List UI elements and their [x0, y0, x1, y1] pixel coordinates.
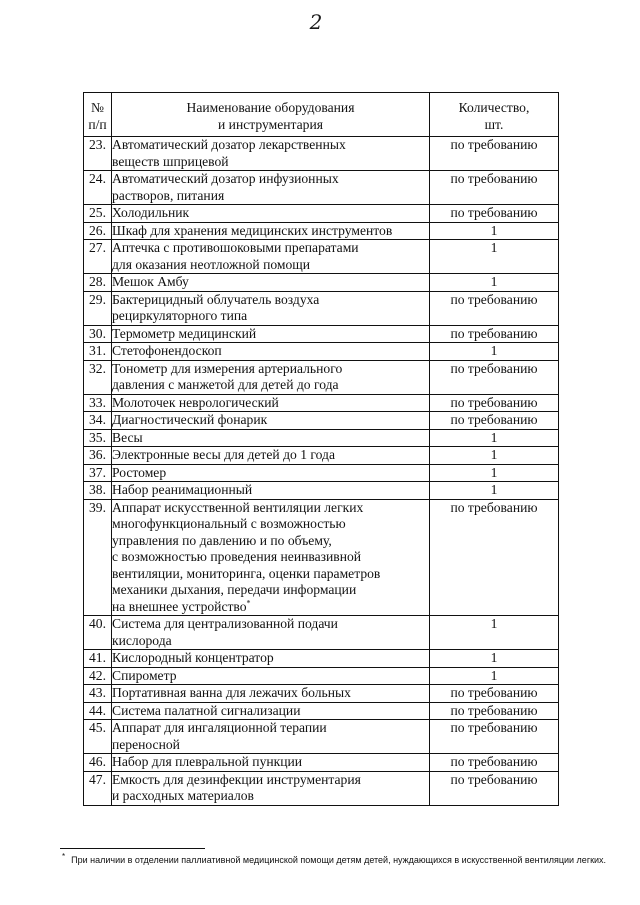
footnote [62, 853, 622, 868]
equipment-name-line: Стетофонендоскоп [112, 343, 222, 358]
table-row [84, 360, 559, 394]
equipment-name-line: Кислородный концентратор [112, 650, 274, 665]
equipment-name-line: Молоточек неврологический [112, 394, 279, 410]
table-row [84, 754, 559, 772]
quantity: по требованию [430, 754, 559, 772]
table-row [84, 137, 559, 171]
quantity: по требованию [430, 137, 559, 171]
header-quantity: Количество, шт. [430, 93, 559, 137]
row-number: 25. [84, 205, 112, 223]
row-number: 34. [84, 412, 112, 430]
row-number: 46. [84, 754, 112, 772]
quantity: по требованию [430, 720, 559, 754]
equipment-name [112, 650, 430, 668]
equipment-name [112, 274, 430, 292]
equipment-name [112, 137, 430, 171]
quantity: по требованию [430, 499, 559, 616]
row-number: 32. [84, 360, 112, 394]
equipment-name [112, 482, 430, 500]
equipment-name-line: для оказания неотложной помощи [112, 256, 311, 272]
equipment-name-line: Шкаф для хранения медицинских инструментов [112, 222, 393, 238]
equipment-name-line: растворов, питания [112, 187, 225, 203]
page-number: 2 [309, 10, 323, 34]
table-row [84, 240, 559, 274]
table-row [84, 343, 559, 361]
header-number: № п/п [84, 93, 112, 137]
equipment-name-line: Система палатной сигнализации [112, 702, 301, 718]
quantity: 1 [430, 343, 559, 361]
table-row [84, 482, 559, 500]
footnote-reference: * [246, 597, 251, 607]
equipment-name-line: Емкость для дезинфекции инструментария [112, 771, 361, 787]
equipment-name-line: Ростомер [112, 464, 167, 480]
equipment-name [112, 205, 430, 223]
quantity: 1 [430, 240, 559, 274]
row-number: 35. [84, 429, 112, 447]
row-number: 33. [84, 394, 112, 412]
quantity: 1 [430, 447, 559, 465]
quantity: по требованию [430, 394, 559, 412]
table-row [84, 616, 559, 650]
row-number: 43. [84, 685, 112, 703]
equipment-name [112, 771, 430, 805]
equipment-name-line: Автоматический дозатор лекарственных [112, 137, 346, 152]
equipment-name-line: Портативная ванна для лежачих больных [112, 685, 351, 700]
table-row [84, 685, 559, 703]
equipment-name-line: Термометр медицинский [112, 325, 257, 341]
table-row [84, 650, 559, 668]
equipment-name-line: рециркуляторного типа [112, 308, 248, 323]
row-number: 27. [84, 240, 112, 274]
equipment-name-line: давления с манжетой для детей до года [112, 377, 339, 392]
footnote-text: При наличии в отделении паллиативной медицинской помощи детям детей, нуждающихся в искусственной вентиляции легких. [71, 855, 607, 865]
quantity: по требованию [430, 702, 559, 720]
equipment-name-line: управления по давлению и по объему, [112, 532, 332, 548]
equipment-name [112, 616, 430, 650]
equipment-name [112, 754, 430, 772]
equipment-name-line: и расходных материалов [112, 788, 254, 803]
equipment-name-line: Электронные весы для детей до 1 года [112, 447, 335, 462]
equipment-name-line: многофункциональный с возможностью [112, 516, 346, 531]
equipment-name-line: на внешнее устройство* [112, 597, 251, 614]
equipment-name-line: Бактерицидный облучатель воздуха [112, 291, 320, 307]
footnote-mark: * [62, 852, 66, 861]
row-number: 23. [84, 137, 112, 171]
equipment-name [112, 412, 430, 430]
equipment-name-line: Автоматический дозатор инфузионных [112, 171, 339, 186]
equipment-name-line: Диагностический фонарик [112, 412, 268, 427]
quantity: 1 [430, 667, 559, 685]
equipment-name-line: Спирометр [112, 667, 177, 683]
quantity: 1 [430, 650, 559, 668]
quantity: 1 [430, 222, 559, 240]
equipment-name [112, 343, 430, 361]
equipment-name-line: Аптечка с противошоковыми препаратами [112, 240, 359, 255]
equipment-name [112, 240, 430, 274]
row-number: 38. [84, 482, 112, 500]
table-header-row [84, 93, 559, 137]
table-row [84, 171, 559, 205]
quantity: по требованию [430, 771, 559, 805]
quantity: по требованию [430, 291, 559, 325]
table-row [84, 429, 559, 447]
row-number: 47. [84, 771, 112, 805]
equipment-name-line: Набор для плевральной пункции [112, 754, 303, 769]
table-row [84, 325, 559, 343]
table-row [84, 720, 559, 754]
equipment-name-line: Аппарат для ингаляционной терапии [112, 720, 327, 735]
table-row [84, 447, 559, 465]
equipment-name [112, 360, 430, 394]
table-row [84, 771, 559, 805]
quantity: по требованию [430, 360, 559, 394]
row-number: 41. [84, 650, 112, 668]
row-number: 28. [84, 274, 112, 292]
quantity: 1 [430, 616, 559, 650]
row-number: 29. [84, 291, 112, 325]
row-number: 30. [84, 325, 112, 343]
equipment-name-line: кислорода [112, 632, 172, 648]
equipment-name [112, 464, 430, 482]
quantity: 1 [430, 464, 559, 482]
equipment-name-line: вентиляции, мониторинга, оценки параметров [112, 565, 381, 581]
quantity: 1 [430, 429, 559, 447]
equipment-name-line: Аппарат искусственной вентиляции легких [112, 499, 364, 515]
equipment-name [112, 222, 430, 240]
equipment-name-line: Холодильник [112, 205, 190, 220]
equipment-name [112, 667, 430, 685]
equipment-name [112, 291, 430, 325]
equipment-name-line: Набор реанимационный [112, 482, 253, 497]
equipment-name [112, 720, 430, 754]
equipment-name-line: Мешок Амбу [112, 274, 189, 289]
equipment-name [112, 429, 430, 447]
row-number: 37. [84, 464, 112, 482]
equipment-table [83, 92, 559, 806]
table-row [84, 464, 559, 482]
quantity: по требованию [430, 685, 559, 703]
header-name: Наименование оборудования и инструментария [112, 93, 430, 137]
table-row [84, 205, 559, 223]
row-number: 40. [84, 616, 112, 650]
row-number: 31. [84, 343, 112, 361]
quantity: 1 [430, 482, 559, 500]
footnote-divider [60, 848, 205, 849]
equipment-name-line: с возможностью проведения неинвазивной [112, 549, 362, 564]
row-number: 42. [84, 667, 112, 685]
row-number: 45. [84, 720, 112, 754]
equipment-name [112, 171, 430, 205]
equipment-name-line: веществ шприцевой [112, 153, 229, 169]
equipment-name-line: Система для централизованной подачи [112, 616, 338, 631]
equipment-name [112, 499, 430, 616]
table-row [84, 291, 559, 325]
quantity: по требованию [430, 205, 559, 223]
table-row [84, 394, 559, 412]
row-number: 39. [84, 499, 112, 616]
equipment-name [112, 702, 430, 720]
quantity: по требованию [430, 412, 559, 430]
table-body [84, 137, 559, 806]
row-number: 44. [84, 702, 112, 720]
table-row [84, 702, 559, 720]
quantity: по требованию [430, 171, 559, 205]
equipment-name [112, 447, 430, 465]
quantity: 1 [430, 274, 559, 292]
row-number: 24. [84, 171, 112, 205]
row-number: 26. [84, 222, 112, 240]
equipment-name-line: Весы [112, 429, 143, 445]
equipment-name-line: механики дыхания, передачи информации [112, 582, 357, 597]
table-row [84, 499, 559, 616]
equipment-name [112, 325, 430, 343]
table-row [84, 274, 559, 292]
equipment-name-line: переносной [112, 736, 180, 752]
row-number: 36. [84, 447, 112, 465]
equipment-name [112, 394, 430, 412]
table-row [84, 412, 559, 430]
quantity: по требованию [430, 325, 559, 343]
table-row [84, 667, 559, 685]
equipment-name-line: Тонометр для измерения артериального [112, 360, 343, 376]
equipment-name [112, 685, 430, 703]
table-row [84, 222, 559, 240]
